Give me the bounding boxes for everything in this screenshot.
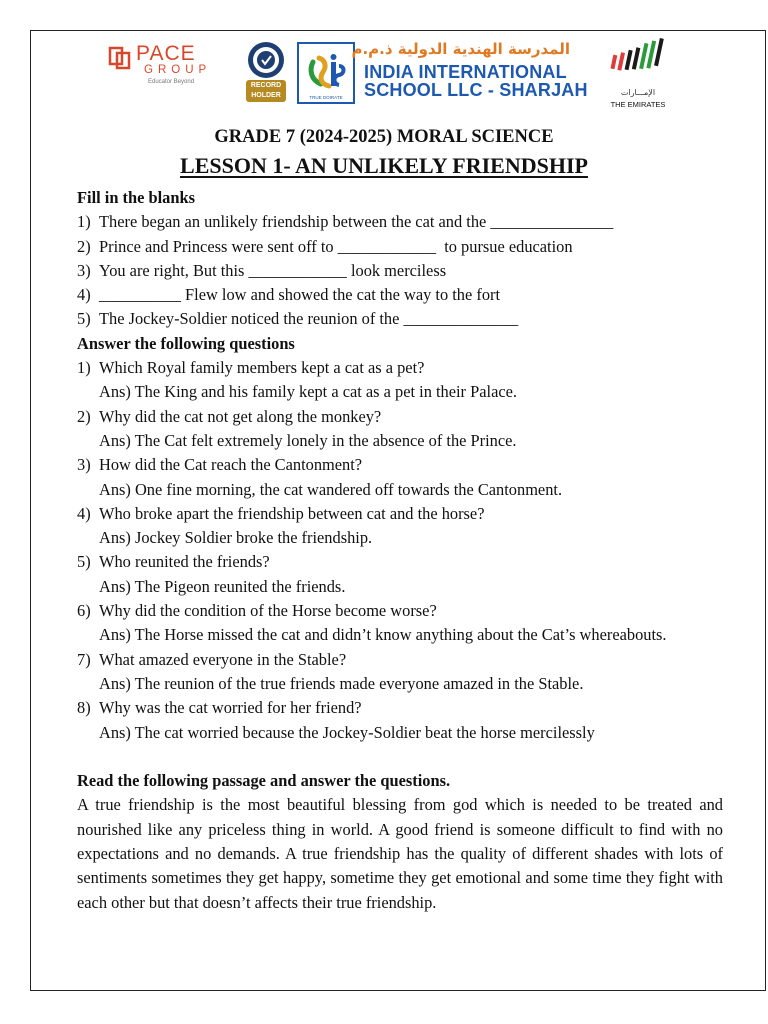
item-number: 7) — [77, 649, 91, 669]
list-item — [77, 235, 723, 259]
emirates-english: THE EMIRATES — [610, 100, 666, 109]
question-item — [77, 599, 723, 623]
lesson-title: LESSON 1- AN UNLIKELY FRIENDSHIP — [180, 153, 588, 178]
answer-text: Ans) Jockey Soldier broke the friendship. — [99, 528, 373, 548]
grade-title: GRADE 7 (2024-2025) MORAL SCIENCE — [214, 127, 554, 147]
item-number: 6) — [77, 601, 91, 621]
emirates-arabic: الإمـــارات — [620, 88, 656, 97]
question-text: Who reunited the friends? — [99, 552, 270, 572]
school-name-line2: SCHOOL LLC - SHARJAH — [364, 80, 588, 100]
question-item — [77, 648, 723, 672]
pace-tagline: Educator Beyond — [148, 79, 195, 85]
item-number: 2) — [77, 406, 91, 426]
question-item — [77, 502, 723, 526]
record-holder-badge: RECORD HOLDER — [246, 80, 286, 102]
item-number: 4) — [77, 285, 91, 305]
answer-text: Ans) The reunion of the true friends made everyone amazed in the Stable. — [99, 673, 584, 693]
iis-logo — [297, 42, 355, 104]
iis-tagline: TRUE DOIRATE — [309, 95, 343, 100]
fill-blanks-list — [77, 210, 723, 331]
question-text: How did the Cat reach the Cantonment? — [99, 455, 363, 475]
pace-word: PACE — [136, 42, 196, 65]
item-number: 1) — [77, 358, 91, 378]
pace-sub: GROUP — [144, 64, 212, 76]
questions-heading: Answer the following questions — [77, 333, 295, 353]
guinness-record-logo — [244, 40, 288, 104]
question-item — [77, 356, 723, 380]
item-number: 5) — [77, 309, 91, 329]
emirates-flag-bars-icon — [606, 34, 670, 86]
item-number: 3) — [77, 260, 91, 280]
question-item — [77, 696, 723, 720]
answer-text: Ans) The Pigeon reunited the friends. — [99, 576, 346, 596]
item-text: The Jockey-Soldier noticed the reunion of the ______________ — [99, 309, 519, 329]
question-item — [77, 550, 723, 574]
item-text: Prince and Princess were sent off to ____________ to pursue education — [99, 236, 573, 256]
question-text: Why did the condition of the Horse become worse? — [99, 601, 437, 621]
list-item — [77, 210, 723, 234]
question-text: Why was the cat worried for her friend? — [99, 698, 362, 718]
iis-emblem-icon — [299, 46, 352, 96]
pace-mark-icon — [108, 46, 132, 70]
item-number: 3) — [77, 455, 91, 475]
the-emirates-logo — [606, 34, 670, 112]
item-number: 1) — [77, 212, 91, 232]
question-item — [77, 453, 723, 477]
question-text: Why did the cat not get along the monkey? — [99, 406, 382, 426]
school-name-logo — [351, 40, 588, 102]
answer-text: Ans) The cat worried because the Jockey-Soldier beat the horse mercilessly — [99, 722, 595, 742]
question-text: Who broke apart the friendship between cat and the horse? — [99, 503, 485, 523]
question-item — [77, 405, 723, 429]
question-text: Which Royal family members kept a cat as a pet? — [99, 358, 425, 378]
item-text: __________ Flew low and showed the cat the way to the fort — [99, 285, 501, 305]
questions-list — [77, 356, 723, 745]
passage-text: A true friendship is the most beautiful blessing from god which is needed to be treated and nourished like any priceless thing in world. A good friend is someone difficult to find with no expectations and no demands. A true friendship has the quality of different shades with lots of sentiments sometimes they get happy, sometime they get emotional and some time they fight with each other but that doesn’t affects their true friendship. — [77, 795, 723, 912]
item-number: 4) — [77, 503, 91, 523]
school-name-line1: INDIA INTERNATIONAL — [364, 62, 567, 82]
item-number: 2) — [77, 236, 91, 256]
question-text: What amazed everyone in the Stable? — [99, 649, 347, 669]
fill-blanks-heading: Fill in the blanks — [77, 188, 195, 207]
item-number: 5) — [77, 552, 91, 572]
worksheet-content — [77, 186, 723, 915]
list-item — [77, 307, 723, 331]
answer-text: Ans) The Cat felt extremely lonely in the absence of the Prince. — [99, 430, 517, 450]
answer-text: Ans) The Horse missed the cat and didn’t know anything about the Cat’s whereabouts. — [99, 625, 667, 645]
passage-heading: Read the following passage and answer the questions. — [77, 771, 451, 791]
guinness-seal-icon — [244, 40, 288, 80]
school-name-arabic: المدرسة الهندية الدولية ذ.م.م — [351, 40, 570, 58]
answer-text: Ans) One fine morning, the cat wandered off towards the Cantonment. — [99, 479, 563, 499]
item-text: You are right, But this ____________ look merciless — [99, 260, 447, 280]
section-spacer — [77, 745, 723, 769]
item-text: There began an unlikely friendship between the cat and the _______________ — [99, 212, 614, 232]
list-item — [77, 283, 723, 307]
list-item — [77, 259, 723, 283]
answer-text: Ans) The King and his family kept a cat as a pet in their Palace. — [99, 382, 517, 402]
item-number: 8) — [77, 698, 91, 718]
pace-group-logo — [108, 42, 218, 92]
